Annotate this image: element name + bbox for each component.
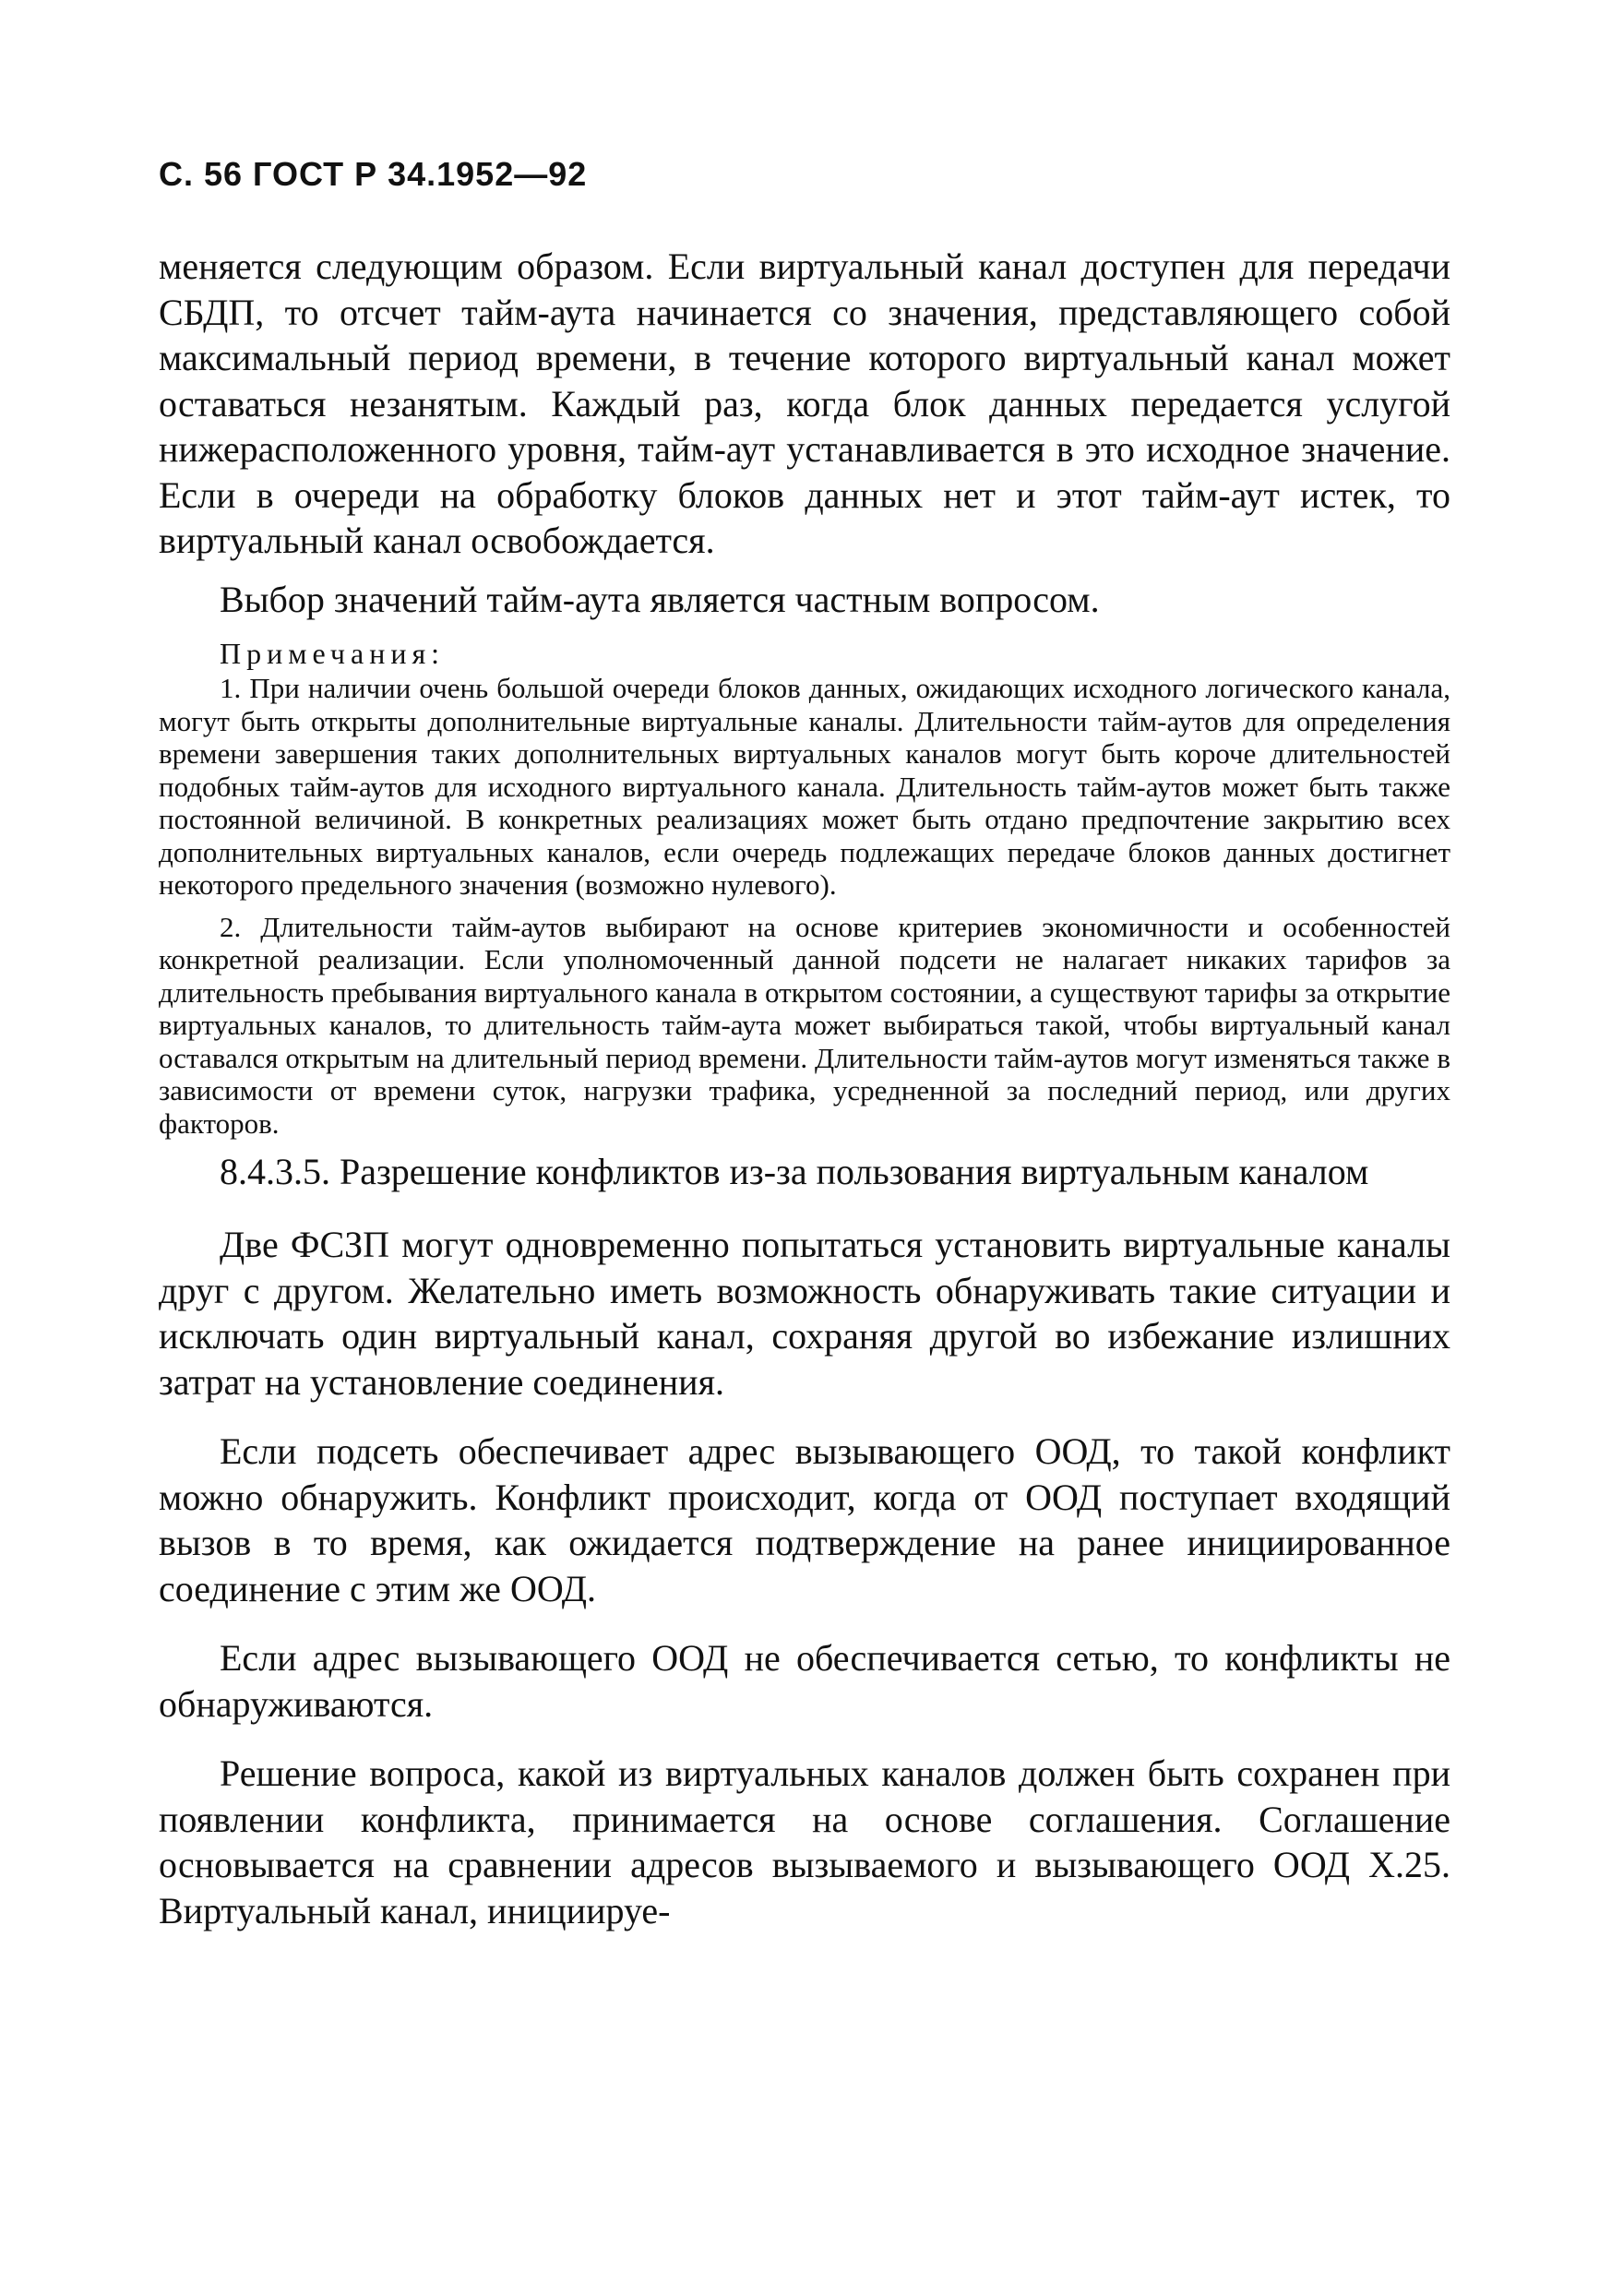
paragraph-no-detect: Если адрес вызывающего ООД не обеспечивается сетью, то конфликты не обнаруживаются. bbox=[159, 1637, 1450, 1725]
paragraph-resolution: Решение вопроса, какой из виртуальных каналов должен быть сохранен при появлении конфликта, принимается на основе соглашения. Соглашение основывается на сравнении адресов вызываемого и вызывающего ООД Х.25. Виртуальный канал, инициируе- bbox=[159, 1752, 1450, 1931]
section-heading: 8.4.3.5. Разрешение конфликтов из-за пользования виртуальным каналом bbox=[220, 1151, 1369, 1192]
notes-title: Примечания: bbox=[220, 637, 446, 670]
paragraph-timeout-choice: Выбор значений тайм-аута является частным вопросом. bbox=[220, 578, 1100, 620]
paragraph-conflict-detect: Если подсеть обеспечивает адрес вызывающего ООД, то такой конфликт можно обнаружить. Конфликт происходит, когда от ООД поступает входящий вызов в то время, как ожидается подтверждение на ранее инициированное соединение с этим же ООД. bbox=[159, 1430, 1450, 1609]
document-page bbox=[159, 155, 1450, 1946]
note-2: 2. Длительности тайм-аутов выбирают на основе критериев экономичности и особенностей конкретной реализации. Если уполномоченный данной подсети не налагает никаких тарифов за длительность пребывания виртуального канала в открытом состоянии, а существуют тарифы за открытие виртуальных каналов, то длительность тайм-аута может выбираться такой, чтобы виртуальный канал оставался открытым на длительный период времени. Длительности тайм-аутов могут изменяться также в зависимости от времени суток, нагрузки трафика, усредненной за последний период, или других факторов. bbox=[159, 910, 1450, 1140]
page-header: С. 56 ГОСТ Р 34.1952—92 bbox=[159, 155, 588, 193]
note-1: 1. При наличии очень большой очереди блоков данных, ожидающих исходного логического канала, могут быть открыты дополнительные виртуальные каналы. Длительности тайм-аутов для определения времени завершения таких дополнительных виртуальных каналов могут быть короче длительностей подобных тайм-аутов для исходного виртуального канала. Длительность тайм-аутов может быть также постоянной величиной. В конкретных реализациях может быть отдано предпочтение закрытию всех дополнительных виртуальных каналов, если очередь подлежащих передаче блоков данных достигнет некоторого предельного значения (возможно нулевого). bbox=[159, 672, 1450, 901]
paragraph-two-fszp: Две ФСЗП могут одновременно попытаться установить виртуальные каналы друг с другом. Желательно иметь возможность обнаруживать такие ситуации и исключать один виртуальный канал, сохраняя другой во избежание излишних затрат на установление соединения. bbox=[159, 1224, 1450, 1403]
paragraph-continuation: меняется следующим образом. Если виртуальный канал доступен для передачи СБДП, то отсчет тайм-аута начинается со значения, представляющего собой максимальный период времени, в течение которого виртуальный канал может оставаться незанятым. Каждый раз, когда блок данных передается услугой нижерасположенного уровня, тайм-аут устанавливается в это исходное значение. Если в очереди на обработку блоков данных нет и этот тайм-аут истек, то виртуальный канал освобождается. bbox=[159, 245, 1450, 561]
